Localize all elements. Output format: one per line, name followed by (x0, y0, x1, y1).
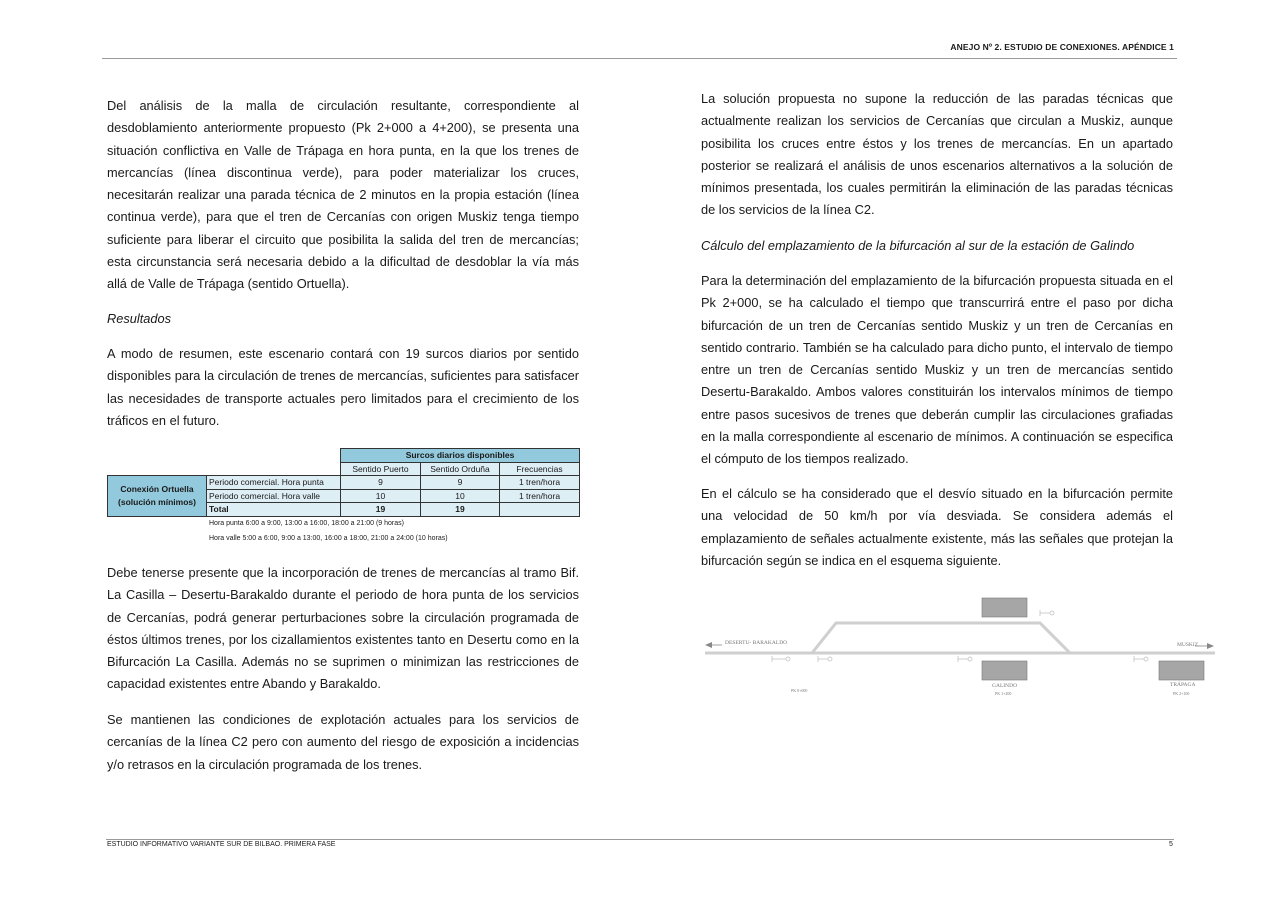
table-empty-corner-2 (207, 449, 341, 463)
table-empty-corner (108, 449, 207, 463)
right-paragraph-3: En el cálculo se ha considerado que el desvío situado en la bifurcación permite una velocidad de 50 km/h por vía desviada. Se considera además el emplazamiento de señales actualmente existente, más las señales que protejan la bifurcación según se indica en el esquema siguiente. (701, 486, 1173, 568)
table-col-header: Sentido Orduña (421, 462, 500, 476)
left-paragraph-2-block (107, 343, 579, 432)
galindo-platform-south (982, 661, 1027, 680)
table-cell: 10 (421, 489, 500, 503)
siding-track (812, 623, 1070, 653)
arrow-left-icon (705, 642, 712, 648)
table-cell: 1 tren/hora (500, 476, 580, 490)
page-number: 5 (1169, 841, 1173, 848)
galindo-station-label: GALINDO (992, 683, 1018, 689)
left-heading-block (107, 308, 579, 330)
table-row-label: Periodo comercial. Hora valle (207, 489, 341, 503)
pk-label-1: PK 0+000 (791, 688, 808, 693)
table-total-cell: 19 (421, 503, 500, 517)
footer-document-title: ESTUDIO INFORMATIVO VARIANTE SUR DE BILBAO. PRIMERA FASE (107, 841, 336, 848)
table-cell: 9 (421, 476, 500, 490)
left-paragraph-4-block (107, 709, 579, 776)
trapaga-station-label: TRÁPAGA (1170, 682, 1196, 688)
trapaga-platform (1159, 661, 1204, 680)
table-note-offpeak: Hora valle 5:00 a 6:00, 9:00 a 13:00, 16:00 a 18:00, 21:00 a 24:00 (10 horas) (209, 535, 448, 542)
table-col-header: Frecuencias (500, 462, 580, 476)
table-cell: 10 (341, 489, 421, 503)
table-empty-cell-2 (207, 462, 341, 476)
arrow-right-icon (1207, 643, 1214, 649)
diagram-right-label: MUSKIZ (1177, 642, 1199, 648)
pk-label-2: PK 1+200 (995, 691, 1012, 696)
header-rule (102, 58, 1177, 59)
right-paragraph-1-block (701, 88, 1173, 222)
right-paragraph-3-block (701, 483, 1173, 572)
left-paragraph-4: Se mantienen las condiciones de explotación actuales para los servicios de cercanías de la línea C2 pero con aumento del riesgo de exposición a incidencias y/o retrasos en la circulación programada de los trenes. (107, 712, 579, 772)
left-paragraph-2: A modo de resumen, este escenario contará con 19 surcos diarios por sentido disponibles para la circulación de trenes de mercancías, suficientes para satisfacer las necesidades de transporte actuales pero limitados para el crecimiento de los tráficos en el futuro. (107, 346, 579, 428)
right-paragraph-2: Para la determinación del emplazamiento de la bifurcación propuesta situada en el Pk 2+000, se ha calculado el tiempo que transcurrirá entre el paso por dicha bifurcación de un tren de Cercanías sentido Muskiz y un tren de Cercanías en sentido contrario. También se ha calculado para dicho punto, el intervalo de tiempo entre un tren de Cercanías sentido Muskiz y un tren de mercancías sentido Desertu-Barakaldo. Ambos valores constituirán los intervalos mínimos de tiempo entre pasos sucesivos de trenes que deberán cumplir las circulaciones grafiadas en la malla correspondiente al escenario de mínimos. A continuación se especifica el cómputo de los tiempos realizado. (701, 273, 1173, 467)
table-group-header: Surcos diarios disponibles (341, 449, 580, 463)
table-total-cell (500, 503, 580, 517)
right-heading-block (701, 235, 1173, 257)
table-note-peak: Hora punta 6:00 a 9:00, 13:00 a 16:00, 18:00 a 21:00 (9 horas) (209, 520, 404, 527)
table-total-cell: 19 (341, 503, 421, 517)
right-paragraph-1: La solución propuesta no supone la reducción de las paradas técnicas que actualmente realizan los servicios de Cercanías que circulan a Muskiz, aunque posibilita los cruces entre éstos y los trenes de mercancías. En un apartado posterior se realizará el análisis de unos escenarios alternativos a la solución de mínimos presentada, los cuales permitirán la eliminación de las paradas técnicas de los servicios de la línea C2. (701, 91, 1173, 218)
table-cell: 9 (341, 476, 421, 490)
bifurcation-heading: Cálculo del emplazamiento de la bifurcación al sur de la estación de Galindo (701, 238, 1135, 253)
left-paragraph-1: Del análisis de la malla de circulación resultante, correspondiente al desdoblamiento anteriormente propuesto (Pk 2+000 a 4+200), se presenta una situación conflictiva en Valle de Trápaga en hora punta, en la que los trenes de mercancías (línea discontinua verde), para poder materializar los cruces, necesitarán realizar una parada técnica de 2 minutos en la propia estación (línea continua verde), para que el tren de Cercanías con origen Muskiz tenga tiempo suficiente para liberar el circuito que posibilita la salida del tren de mercancías; esta circunstancia será necesaria debido a la dificultad de desdoblar la vía más allá de Valle de Trápaga (sentido Ortuella). (107, 98, 579, 292)
galindo-platform-north (982, 598, 1027, 617)
table-total-label: Total (207, 503, 341, 517)
table-row-label: Periodo comercial. Hora punta (207, 476, 341, 490)
results-heading: Resultados (107, 311, 172, 326)
table-col-header: Sentido Puerto (341, 462, 421, 476)
table-cell: 1 tren/hora (500, 489, 580, 503)
capacity-table (107, 448, 580, 517)
diagram-left-label: DESERTU- BARAKALDO (725, 640, 788, 646)
left-paragraph-1-block (107, 95, 579, 296)
right-paragraph-2-block (701, 270, 1173, 471)
table-row-group-label: Conexión Ortuella (solución mínimos) (108, 476, 207, 517)
track-schematic (700, 592, 1220, 702)
page-header-title: ANEJO Nº 2. ESTUDIO DE CONEXIONES. APÉNDICE 1 (950, 42, 1174, 52)
table-empty-cell (108, 462, 207, 476)
pk-label-3: PK 2+100 (1173, 691, 1190, 696)
footer-rule (106, 839, 1174, 840)
left-paragraph-3: Debe tenerse presente que la incorporación de trenes de mercancías al tramo Bif. La Casilla – Desertu-Barakaldo durante el periodo de hora punta de los servicios de Cercanías, podrá generar perturbaciones sobre la circulación programada de éstos últimos trenes, por los cizallamientos existentes tanto en Desertu como en la Bifurcación La Casilla. Además no se suprimen o minimizan las restricciones de capacidad existentes entre Abando y Barakaldo. (107, 565, 579, 692)
left-paragraph-3-block (107, 562, 579, 696)
